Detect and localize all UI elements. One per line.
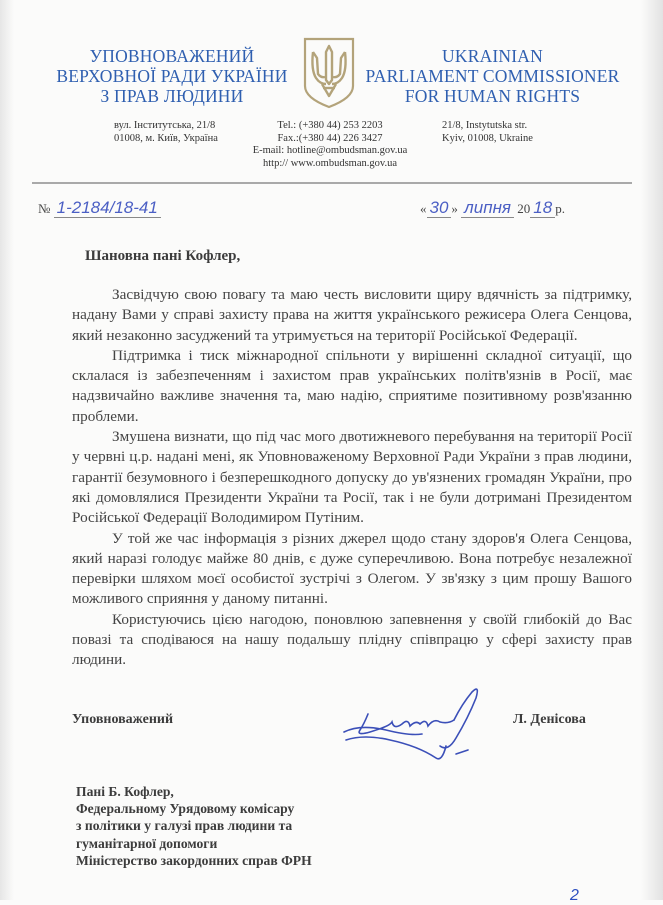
body-paragraph: Засвідчую свою повагу та маю честь висловити щиру вдячність за підтримку, надану Вами у справі захисту права на життя українського режисера Олега Сенцова, який незаконно засуджений та утримується на території Російської Федерації.: [72, 286, 632, 344]
recipient-block: [76, 783, 312, 869]
open-quote: «: [420, 201, 427, 216]
recipient-line: Міністерство закордонних справ ФРН: [76, 852, 312, 868]
recipient-line: з політики у галузі прав людини та: [76, 818, 293, 834]
recipient-line: Федеральному Урядовому комісару: [76, 801, 295, 817]
recipient-line: Пані Б. Кофлер,: [76, 784, 174, 799]
website-url: http:// www.ombudsman.gov.ua: [263, 157, 397, 169]
body-paragraph: Користуючись цією нагодою, поновлюю запевнення у своїй глибокій до Вас повазі та сподіваюся на нашу подальшу плідну співпрацю у сфері захисту прав людини.: [72, 610, 632, 669]
address-en-line: 21/8, Instytutska str.: [442, 120, 528, 131]
scan-shadow-left: [0, 0, 14, 900]
close-quote: »: [451, 201, 458, 216]
recipient-line: гуманітарної допомоги: [76, 835, 218, 851]
signer-name: Л. Денісова: [513, 712, 586, 727]
signer-title: Уповноважений: [72, 712, 174, 727]
letterhead-ua-line-1: УПОВНОВАЖЕНИЙ: [89, 46, 255, 66]
address-english: [442, 120, 582, 145]
address-ukrainian: [114, 120, 244, 145]
handwritten-number: 1-2184/18-41: [54, 198, 161, 218]
scan-shadow-right: [641, 0, 663, 900]
registration-number: [38, 198, 161, 218]
body-paragraph: У той же час інформація з різних джерел щодо стану здоров'я Олега Сенцова, який наразі голодує майже 80 днів, є дуже суперечливою. Вона потребує незалежної перевірки шляхом моєї особистої зустрічі з Олегом. У зв'язку з цим прошу Вашого можливого сприяння у даному питанні.: [72, 529, 632, 608]
email-address: E-mail: hotline@ombudsman.gov.ua: [252, 145, 408, 156]
number-sign: №: [38, 201, 51, 216]
letterhead-ukrainian-title: [52, 46, 292, 106]
letterhead-en-line-3: FOR HUMAN RIGHTS: [404, 86, 581, 106]
letterhead-english-title: [365, 46, 620, 106]
trident-coat-of-arms-icon: [302, 36, 356, 110]
handwritten-year: 18: [530, 198, 555, 218]
contact-details: [240, 120, 420, 170]
registration-date: [420, 198, 565, 218]
address-ua-line: вул. Інститутська, 21/8: [114, 120, 216, 131]
body-paragraph: Змушена визнати, що під час мого двотижневого перебування на території Росії у червні ц.р. надані мені, як Уповноваженому Верховної Ради України з прав людини, гарантії безумовного і безперешкодного допуску до ув'язнених громадян України, про які домовлялися Президенти України та Росії, так і не були дотримані Президентом Російської Федерації Володимиром Путіним.: [72, 428, 632, 527]
handwritten-page-mark: 2: [570, 887, 579, 904]
year-abbrev: р.: [555, 201, 565, 216]
letterhead-ua-line-2: ВЕРХОВНОЇ РАДИ УКРАЇНИ: [56, 66, 288, 86]
salutation: Шановна пані Кофлер,: [85, 248, 241, 264]
letterhead-divider: [32, 182, 632, 184]
letterhead-ua-line-3: З ПРАВ ЛЮДИНИ: [100, 86, 244, 106]
handwritten-month: липня: [461, 198, 514, 218]
year-prefix: 20: [517, 201, 531, 216]
phone-number: Tel.: (+380 44) 253 2203: [277, 120, 383, 131]
address-ua-line: 01008, м. Київ, Україна: [114, 132, 218, 144]
letterhead-en-line-1: UKRAINIAN: [442, 46, 543, 66]
body-paragraph: Підтримка і тиск міжнародної спільноти у вирішенні складної ситуації, що склалася із забезпеченням і захистом прав українських політв'язнів в Росії, має надзвичайно важливе значення та, маю надію, сприятиме позитивному розв'язанню проблеми.: [72, 346, 632, 425]
address-en-line: Kyiv, 01008, Ukraine: [442, 132, 533, 144]
handwritten-day: 30: [427, 198, 452, 218]
handwritten-signature-icon: [330, 684, 500, 764]
fax-number: Fax.:(+380 44) 226 3427: [277, 132, 383, 144]
letter-body: [72, 285, 632, 671]
letterhead-en-line-2: PARLIAMENT COMMISSIONER: [365, 66, 620, 86]
